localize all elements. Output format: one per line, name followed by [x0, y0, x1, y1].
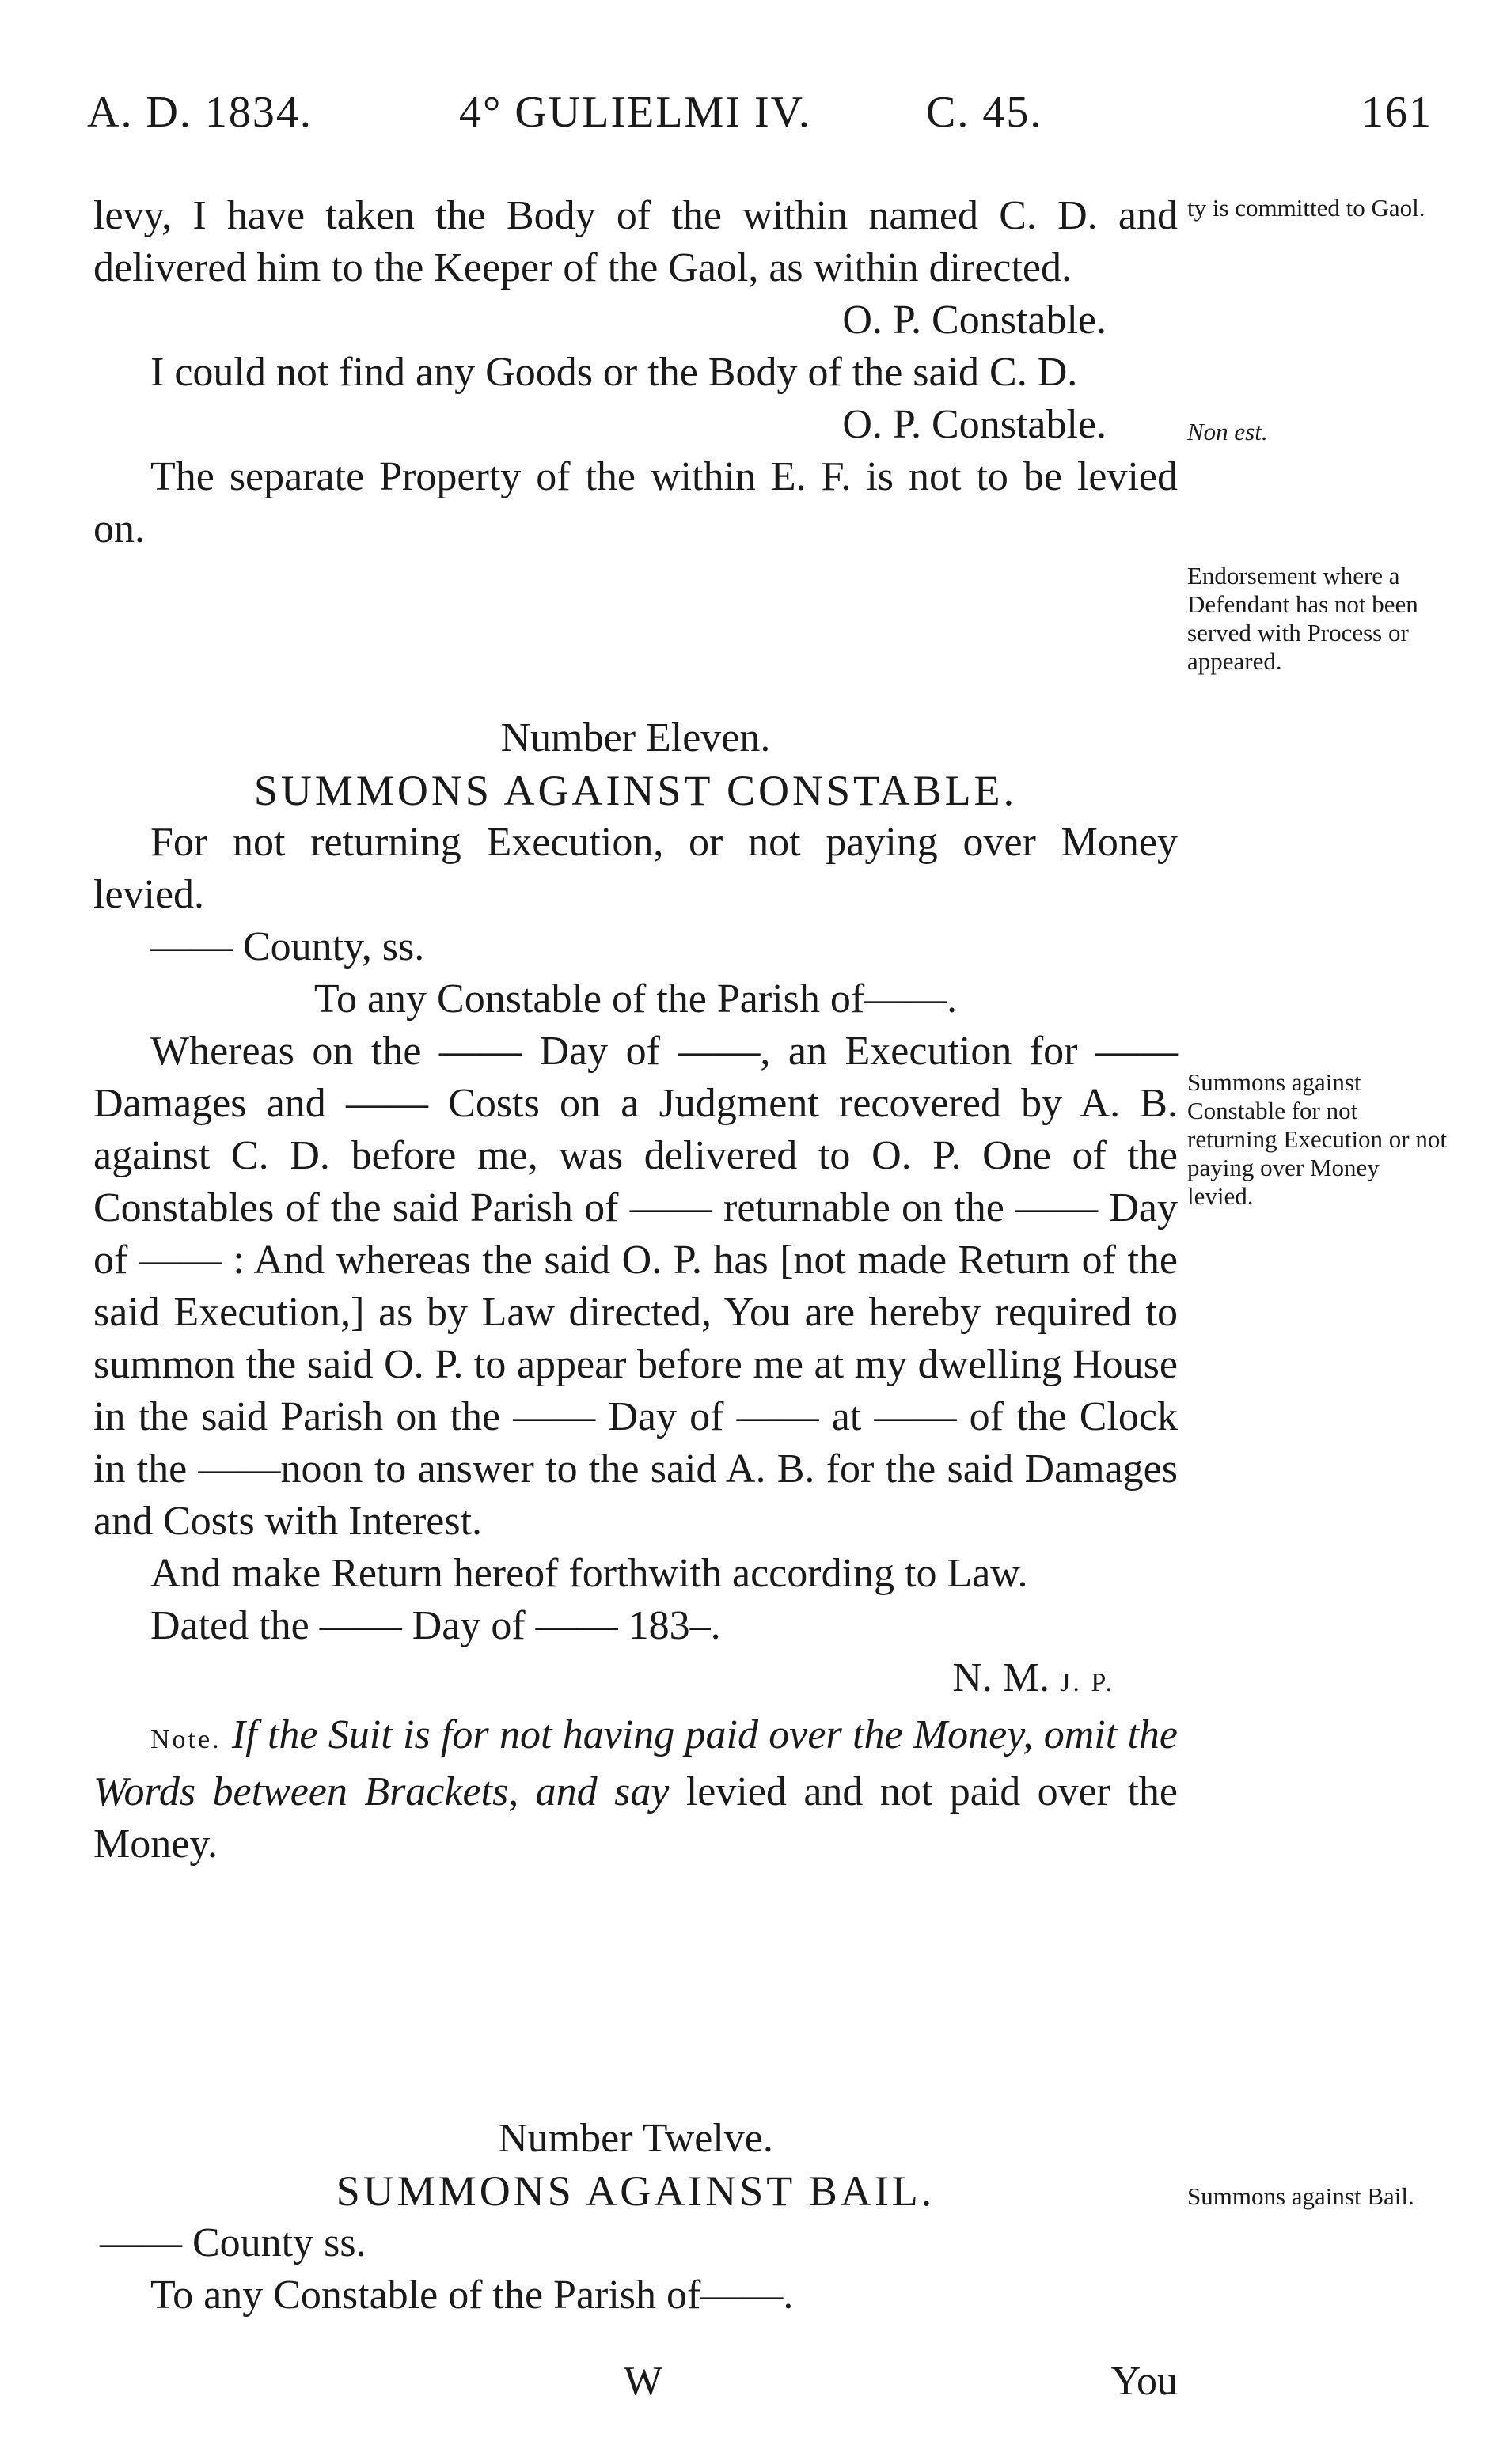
summons-body: Whereas on the —— Day of ——, an Execution for —— Damages and —— Costs on a Judgment recovered by A. B. against C. D. before me, was delivered to O. P. One of the Constables of the said Parish of —— returnable on the —— Day of —— : And whereas the said O. P. has [not made Return of the said Execution,] as by Law directed, You are hereby required to summon the said O. P. to appear before me at my dwelling House in the said Parish on the —— Day of —— at —— of the Clock in the ——noon to answer to the said A. B. for the said Damages and Costs with Interest. — [93, 1029, 1178, 1544]
form-title: SUMMONS AGAINST BAIL. — [336, 2167, 936, 2215]
catchwords — [93, 2358, 1178, 2410]
margin-note-endorsement — [1187, 562, 1448, 676]
form-twelve — [93, 2113, 1178, 2322]
return-clause: And make Return hereof forthwith according to Law. — [150, 1551, 1028, 1596]
dated-line: Dated the —— Day of —— 183–. — [150, 1603, 721, 1648]
header-chapter: C. 45. — [926, 88, 1043, 137]
return-text: levy, I have taken the Body of the within named C. D. and delivered him to the Keeper of the Gaol, as within directed. — [93, 193, 1178, 290]
constable-signature: O. P. Constable. — [842, 298, 1107, 343]
form-eleven — [93, 712, 1178, 1871]
previous-form-endorsements — [93, 190, 1178, 555]
county-line: —— County, ss. — [150, 924, 425, 969]
form-title: SUMMONS AGAINST CONSTABLE. — [253, 767, 1018, 814]
margin-note-text: Summons against Constable for not returning Execution or not paying over Money levied. — [1187, 1068, 1447, 1210]
header-year: A. D. 1834. — [87, 88, 313, 137]
form-number: Number Twelve. — [498, 2116, 773, 2161]
catchword-right: You — [1110, 2359, 1178, 2404]
justice-title: J. P. — [1060, 1668, 1114, 1697]
margin-note-summons-constable — [1187, 1068, 1448, 1211]
justice-signature — [93, 1652, 1178, 1709]
address-line: To any Constable of the Parish of——. — [150, 2273, 794, 2318]
margin-note-text: Summons against Bail. — [1187, 2182, 1414, 2210]
separate-property-text: The separate Property of the within E. F. is not to be levied on. — [93, 454, 1178, 552]
margin-note-text: Endorsement where a Defendant has not been served with Process or appeared. — [1187, 562, 1418, 675]
form-number: Number Eleven. — [500, 715, 771, 760]
margin-note-text: Non est. — [1187, 418, 1268, 445]
margin-note-text: ty is committed to Gaol. — [1187, 194, 1425, 222]
justice-name: N. M. — [952, 1655, 1050, 1700]
note-italic-text: If the Suit is for not having paid over the Money, omit the Words between Brackets, and say — [93, 1712, 1179, 1814]
note-label: Note. — [150, 1725, 222, 1754]
constable-signature: O. P. Constable. — [842, 402, 1107, 447]
form-subtitle: For not returning Execution, or not paying over Money levied. — [93, 820, 1178, 917]
margin-note-summons-bail — [1187, 2182, 1448, 2211]
margin-note-committed — [1187, 194, 1448, 222]
margin-note-non-est — [1187, 418, 1448, 446]
header-regnal-year: 4° GULIELMI IV. — [459, 88, 811, 137]
county-line: —— County ss. — [100, 2220, 366, 2265]
note-plain-text: levied and not paid over the Money. — [93, 1769, 1179, 1867]
form-note — [93, 1709, 1178, 1871]
running-header — [87, 87, 1433, 150]
page-number: 161 — [1361, 88, 1433, 137]
catchword-left: W — [624, 2359, 663, 2404]
address-line: To any Constable of the Parish of——. — [313, 976, 958, 1022]
non-est-text: I could not find any Goods or the Body of the said C. D. — [150, 350, 1078, 395]
